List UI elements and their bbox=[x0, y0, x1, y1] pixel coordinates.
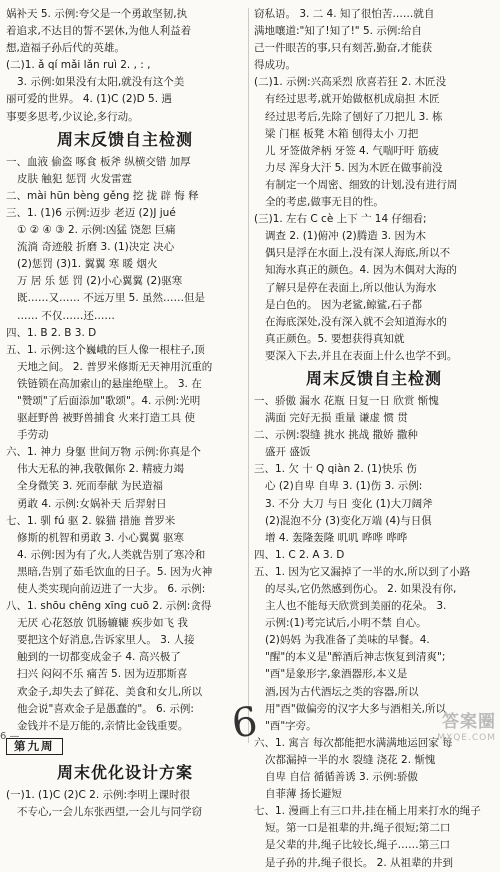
answer-line: ① ② ④ ③ 2. 示例:凶猛 饶恕 巨痛 bbox=[17, 224, 176, 237]
answer-line: 着追求,不达目的誓不罢休,为他人利益着 bbox=[6, 25, 192, 38]
answer-line: 有经过思考,就开始做枢机成扇担 木匠 bbox=[265, 93, 440, 106]
answer-line: 事要多思考,少议论,多行动。 bbox=[6, 110, 139, 123]
watermark-url: MXQE.COM bbox=[437, 733, 496, 743]
answer-line: 3. 不分 大刀 与日 变化 (1)大刀阔斧 bbox=[265, 497, 433, 510]
answer-line: 是父辈的井,绳子比较长,绳子……第三口 bbox=[265, 839, 451, 852]
section-heading: 周末反馈自主检测 bbox=[305, 368, 442, 388]
answer-line: (二)1. 示例:兴高采烈 欣喜若狂 2. 木匠没 bbox=[254, 76, 447, 89]
answer-line: 三、1. (1)6 示例:迈步 老迈 (2)J jué bbox=[6, 206, 176, 219]
answer-line: 主人也不能每天欣赏到美丽的花朵。 3. bbox=[265, 600, 447, 613]
section-heading: 周末反馈自主检测 bbox=[56, 129, 193, 149]
section-heading: 周末优化设计方案 bbox=[56, 762, 193, 782]
answer-line: 七、1. 驯 fú 驱 2. 躲猫 措施 普罗米 bbox=[6, 514, 176, 527]
answer-line: 3. 示例:如果没有太阳,就没有这个美 bbox=[17, 76, 185, 89]
answer-line: 在海底深处,没有深入就不会知道海水的 bbox=[265, 315, 447, 328]
answer-line: 的尽头,它仍然感到伤心。 2. 如果没有你, bbox=[265, 583, 457, 595]
answer-line: 心 (2)自卑 自卑 3. (1)伤 3. 示例: bbox=[265, 480, 423, 493]
answer-line: 偶只是浮在水面上,没有深人海底,所以不 bbox=[265, 247, 451, 260]
answer-line: 伟大无私的神,我敬佩你 2. 精疲力竭 bbox=[17, 463, 185, 476]
answer-line: 一、骄傲 漏水 花瓶 日复一日 欣赏 惭愧 bbox=[254, 394, 439, 407]
answer-line: 力尽 浑身大汗 5. 因为木匠在做事前没 bbox=[265, 161, 443, 174]
answer-line: 皮肤 触犯 惩罚 火发雷霆 bbox=[17, 172, 133, 185]
answer-line: 欢金子,却失去了鲜花、美食和女儿,所以 bbox=[17, 685, 203, 698]
answer-line: 金钱并不是万能的,亲情比金钱重要。 bbox=[17, 719, 189, 732]
answer-line: (2)妈妈 为我准备了美味的早餐。4. bbox=[265, 634, 430, 647]
page-number: 6 — bbox=[0, 731, 20, 742]
answer-line: 六、1. 神力 身躯 世间万物 示例:你真是个 bbox=[6, 446, 201, 459]
answer-line: 二、示例:裂缝 挑水 挑战 撒娇 撒种 bbox=[254, 429, 418, 442]
answer-line: 铁链锁在高加索山的悬崖绝壁上。 3. 在 bbox=[17, 377, 202, 390]
answer-line: 要深入下去,并且在表面上什么也学不到。 bbox=[265, 349, 458, 362]
answer-line: 满地嚷道:"知了!知了!" 5. 示例:给自 bbox=[254, 25, 422, 38]
answer-line: 黑暗,告别了茹毛饮血的日子。5. 因为火神 bbox=[17, 565, 213, 578]
answer-line: (三)1. 左右 C cè 上下 亠 14 仔细看; bbox=[254, 213, 427, 226]
answer-line: 酒,因为古代酒坛之类的容器,所以 bbox=[265, 685, 419, 698]
answer-line: 全身微笑 3. 死而奉献 为民造福 bbox=[17, 480, 164, 493]
answer-line: (2)惩罚 (3)1. 翼翼 寒 暖 烟火 bbox=[17, 258, 158, 271]
answer-line: 三、1. 欠 十 Q qiàn 2. (1)快乐 伤 bbox=[254, 463, 417, 476]
answer-line: 次都漏掉一半的水 裂缝 浇花 2. 惭愧 bbox=[265, 753, 436, 766]
answer-line: 是子孙的井,绳子很长。 2. 从祖辈的井到 bbox=[265, 856, 454, 869]
answer-line: 己一件眼苦的事,只有刻苦,勤奋,才能获 bbox=[254, 42, 433, 55]
answer-line: 全的考虑,做事无目的性。 bbox=[265, 196, 384, 209]
answer-line: 用"酉"做偏旁的汉字大多与酒相关,所以 bbox=[265, 702, 446, 715]
answer-line: 八、1. shōu chēng xīng cuō 2. 示例:贪得 bbox=[6, 600, 212, 613]
answer-line: 示例:(1)考完试后,小明不禁 自心。 bbox=[265, 617, 427, 630]
answer-line: 调查 2. (1)俯冲 (2)腾造 3. 因为木 bbox=[265, 230, 426, 243]
handwritten-page-mark: 6 bbox=[229, 698, 260, 748]
answer-line: 五、1. 因为它又漏掉了一半的水,所以到了小路 bbox=[254, 565, 471, 578]
answer-line: 自卑 自信 循循善诱 3. 示例:骄傲 bbox=[265, 771, 418, 784]
answer-line: 一、血液 偷盗 啄食 板斧 纵横交错 加厚 bbox=[6, 155, 191, 168]
answer-line: 要把这个好消息,告诉家里人。 3. 人接 bbox=[17, 634, 195, 647]
answer-line: 盛开 盛饭 bbox=[265, 446, 311, 459]
answer-line: 丽可爱的世界。 4. (1)C (2)D 5. 遇 bbox=[6, 93, 172, 106]
answer-line: 儿 牙签做斧柄 牙签 4. 气喘吁吁 筋疲 bbox=[265, 144, 439, 157]
answer-line: 自菲薄 扬长避短 bbox=[265, 788, 342, 801]
answer-line: 五、1. 示例:这个巍峨的巨人像一根柱子,顶 bbox=[6, 343, 205, 356]
watermark-stamp bbox=[437, 712, 496, 744]
answer-line: 短。第一口是祖辈的井,绳子很短;第二口 bbox=[265, 822, 451, 835]
answer-line: 触到的一切都变成金子 4. 高兴极了 bbox=[17, 651, 181, 664]
answer-line: 七、1. 漫画上有三口井,挂在桶上用来打水的绳子 bbox=[254, 805, 481, 818]
answer-line: 梁 门框 板凳 木箱 刨得太小 刀把 bbox=[265, 127, 419, 140]
answer-line: "醒"的本义是"醉酒后神志恢复到清爽"; bbox=[265, 651, 446, 664]
answer-line: 修斯的机智和勇敢 3. 小心翼翼 驱寒 bbox=[17, 531, 185, 544]
answer-line: 不专心,一会儿东张西望,一会儿与同学窃 bbox=[17, 805, 203, 818]
answer-line: 窃私语。 3. 二 4. 知了很怕苦……就自 bbox=[254, 8, 435, 20]
answer-line: 满面 完好无损 重量 谦虚 惯 贯 bbox=[265, 412, 408, 425]
answer-line: 万 居 乐 惩 罚 (2)小心翼翼 (2)驱寒 bbox=[17, 275, 183, 288]
answer-line: 了解只是停在表面上,所以他认为海水 bbox=[265, 281, 437, 294]
answer-line: 知海水真正的颜色。4. 因为木偶对大海的 bbox=[265, 264, 457, 277]
answer-line: 四、1. C 2. A 3. D bbox=[254, 548, 345, 561]
answer-line: 增 4. 轰隆轰隆 叽叽 哗哗 哗哗 bbox=[265, 531, 408, 544]
answer-line: 真正颜色。5. 要想获得真知就 bbox=[265, 332, 405, 345]
answer-line: "赞颂"了后面添加"歌颂"。4. 示例:光明 bbox=[17, 394, 201, 407]
answer-line: "酉"字旁。 bbox=[265, 719, 317, 732]
answer-line: 娲补天 5. 示例:夸父是一个勇敢坚韧,执 bbox=[6, 8, 188, 20]
answer-line: 二、mài hūn bèng gěng 挖 拢 辟 悔 释 bbox=[6, 189, 199, 202]
answer-line: 天地之间。 2. 普罗米修斯无天神用沉重的 bbox=[17, 360, 213, 373]
answer-line: "酉"是象形字,象酒器形,本义是 bbox=[265, 668, 408, 681]
answer-line: (2)混泡不分 (3)变化万端 (4)与日俱 bbox=[265, 514, 432, 527]
answer-line: 流淌 奇迹般 折磨 3. (1)决定 决心 bbox=[17, 241, 175, 254]
week-label-row bbox=[6, 735, 244, 759]
answer-line: (一)1. (1)C (2)C 2. 示例:李明上课时很 bbox=[6, 788, 191, 801]
week-label: 第九周 bbox=[6, 738, 63, 755]
answer-line: 勇敢 4. 示例:女娲补天 后羿射日 bbox=[17, 497, 167, 510]
answer-line: 经过思考后,先除了刨好了刀把儿 3. 栋 bbox=[265, 110, 443, 123]
column-divider bbox=[248, 8, 249, 743]
answer-line: 4. 示例:因为有了火,人类就告别了寒冷和 bbox=[17, 548, 206, 561]
answer-line: 六、1. 寓言 每次都能把水满满地运回家 每 bbox=[254, 736, 453, 749]
answer-line: 他会说"喜欢金子是愚蠢的"。 6. 示例: bbox=[17, 702, 194, 715]
answer-line: 是白色的。 因为老鲨,鲸鲨,石子都 bbox=[265, 298, 423, 311]
answer-line: (二)1. ǎ qí mǎi lǎn ruì 2. , : , bbox=[6, 59, 151, 72]
answer-line: 得成功。 bbox=[254, 59, 296, 72]
answer-line: 驱赶野兽 被野兽捕食 火来打造工具 使 bbox=[17, 412, 196, 425]
left-column bbox=[6, 6, 244, 821]
answer-line: …… 不仅……还…… bbox=[17, 309, 115, 322]
answer-line: 使人类实现向前迈进了一大步。 6. 示例: bbox=[17, 583, 206, 595]
watermark-title: 答案圈 bbox=[442, 712, 496, 732]
answer-line: 手劳动 bbox=[17, 429, 49, 442]
answer-line: 扫兴 闷闷不乐 痛苦 5. 因为迈那斯喜 bbox=[17, 668, 188, 681]
answer-line: 四、1. B 2. B 3. D bbox=[6, 326, 97, 339]
answer-line: 既……又…… 不远万里 5. 虽然……但是 bbox=[17, 292, 206, 305]
answer-line: 想,造福子孙后代的英雄。 bbox=[6, 42, 125, 55]
answer-line: 有制定一个周密、细致的计划,没有进行周 bbox=[265, 178, 458, 191]
answer-line: 无厌 心花怒放 饥肠辘辘 疾步如飞 我 bbox=[17, 617, 188, 630]
